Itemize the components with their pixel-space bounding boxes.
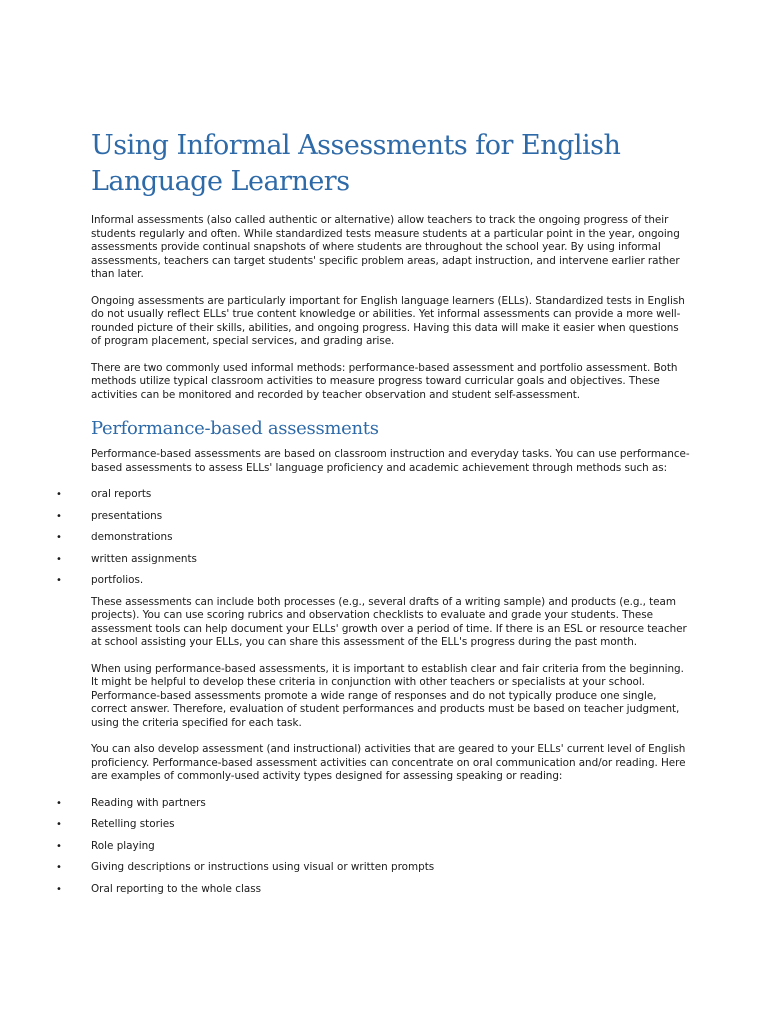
list-item-label: Oral reporting to the whole class <box>91 882 262 895</box>
bullet-icon: • <box>56 840 62 852</box>
bullet-icon: • <box>56 510 62 522</box>
list-item <box>56 552 691 567</box>
methods-list <box>56 488 691 588</box>
list-item-label: demonstrations <box>91 531 173 543</box>
bullet-icon: • <box>56 862 62 873</box>
activities-list <box>56 796 691 897</box>
list-item <box>56 531 691 545</box>
section-lead-paragraph: Performance-based assessments are based on classroom instruction and everyday tasks. You can use performance-based assessments to assess ELLs' language proficiency and academic achievement through methods such as: <box>91 448 690 474</box>
list-item <box>56 882 691 897</box>
intro-paragraph-2: Ongoing assessments are particularly important for English language learners (ELLs). Standardized tests in English do not usually reflect ELLs' true content knowledge or abilities. Yet informal assessments can provide a more well-rounded picture of their skills, abilities, and ongoing progress. Having this data will make it easier when questions of program placement, special services, and grading arise. <box>91 294 685 347</box>
bullet-icon: • <box>56 883 62 895</box>
list-item-label: Retelling stories <box>91 818 175 830</box>
bullet-icon: • <box>56 819 62 830</box>
list-item <box>56 509 691 524</box>
list-item <box>56 574 691 588</box>
list-item <box>56 488 691 502</box>
list-item <box>56 839 691 854</box>
list-item <box>56 796 691 811</box>
list-item-label: Giving descriptions or instructions using visual or written prompts <box>91 861 435 873</box>
list-item-label: portfolios. <box>91 574 144 586</box>
bullet-icon: • <box>56 575 62 586</box>
bullet-icon: • <box>56 797 62 809</box>
list-item-label: Role playing <box>91 839 155 852</box>
section-paragraph-2: When using performance-based assessments, it is important to establish clear and fair criteria from the beginning. It might be helpful to develop these criteria in conjunction with other teachers or specialists at your school. Performance-based assessments promote a wide range of responses and do not typically produce one single, correct answer. Therefore, evaluation of student performances and products must be based on teacher judgment, using the criteria specified for each task. <box>91 662 684 729</box>
list-item <box>56 818 691 832</box>
list-item <box>56 861 691 875</box>
section-heading: Performance-based assessments <box>91 418 379 439</box>
bullet-icon: • <box>56 532 62 543</box>
section-paragraph-1: These assessments can include both processes (e.g., several drafts of a writing sample) and products (e.g., team projects). You can use scoring rubrics and observation checklists to evaluate and grade your students. These assessment tools can help document your ELLs' growth over a period of time. If there is an ESL or resource teacher at school assisting your ELLs, you can share this assessment of the ELL's progress during the past month. <box>91 595 687 648</box>
section-paragraph-3: You can also develop assessment (and instructional) activities that are geared to your ELLs' current level of English proficiency. Performance-based assessment activities can concentrate on oral communication and/or reading. Here are examples of commonly-used activity types designed for assessing speaking or reading: <box>91 743 686 782</box>
list-item-label: presentations <box>91 509 163 522</box>
intro-paragraph-3: There are two commonly used informal methods: performance-based assessment and portfolio assessment. Both methods utilize typical classroom activities to measure progress toward curricular goals and objectives. These activities can be monitored and recorded by teacher observation and student self-assessment. <box>91 361 678 401</box>
bullet-icon: • <box>56 553 62 565</box>
document-body <box>56 128 691 904</box>
bullet-icon: • <box>56 489 62 500</box>
list-item-label: written assignments <box>91 552 197 565</box>
intro-paragraph-1: Informal assessments (also called authentic or alternative) allow teachers to track the ongoing progress of their students regularly and often. While standardized tests measure students at a particular point in the year, ongoing assessments provide continual snapshots of where students are throughout the school year. By using informal assessments, teachers can target students' specific problem areas, adapt instruction, and intervene earlier rather than later. <box>91 214 680 280</box>
list-item-label: Reading with partners <box>91 796 206 809</box>
page-title: Using Informal Assessments for English Language Learners <box>91 130 621 197</box>
list-item-label: oral reports <box>91 488 152 500</box>
